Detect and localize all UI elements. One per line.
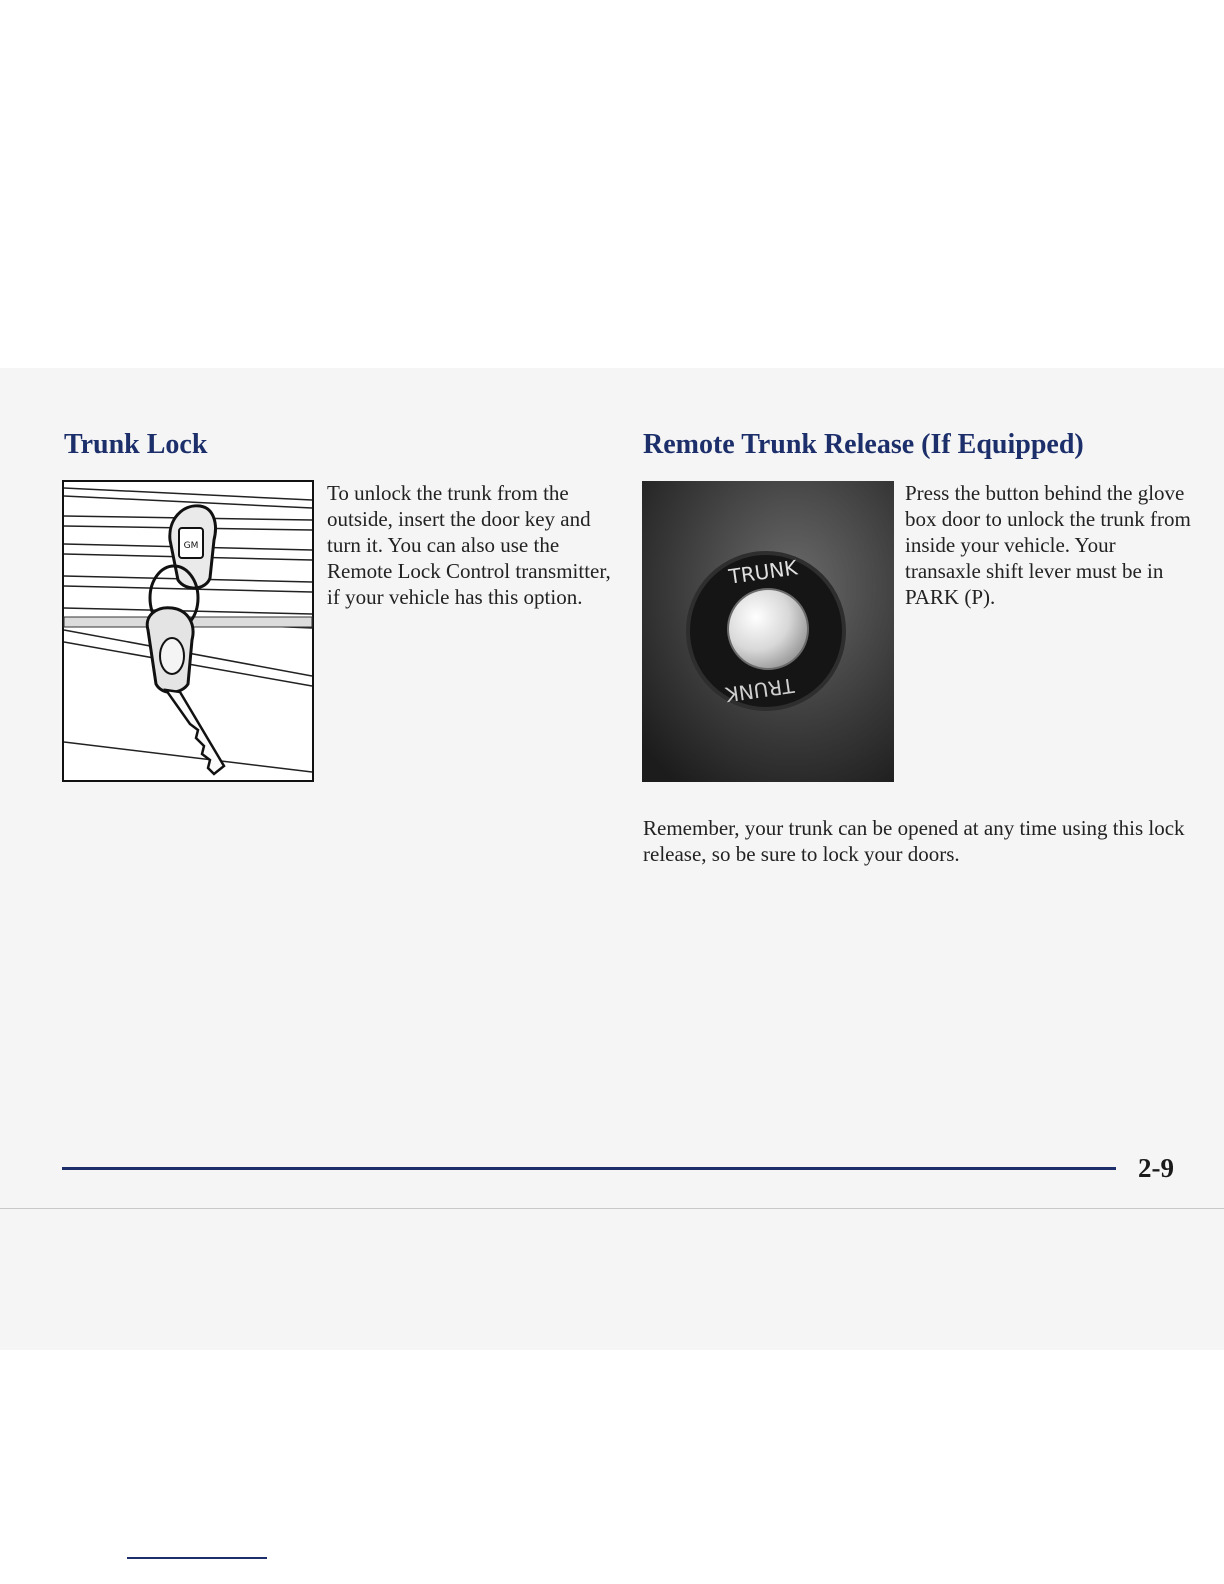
scan-edge-line xyxy=(0,1208,1224,1209)
key-in-lock-illustration xyxy=(62,480,314,782)
trunk-lock-instructions: To unlock the trunk from the outside, insert the door key and turn it. You can also use the Remote Lock Control transmitter, if your vehicle has this option. xyxy=(327,481,611,609)
remote-trunk-release-heading: Remote Trunk Release (If Equipped) xyxy=(643,429,1084,460)
button-label-bottom: TRUNK xyxy=(724,673,796,707)
gm-badge-text: GM xyxy=(183,541,199,551)
footer-rule xyxy=(62,1167,1116,1170)
button-label-top: TRUNK xyxy=(727,555,799,589)
trunk-lock-heading: Trunk Lock xyxy=(64,429,208,460)
page-stub-line xyxy=(127,1557,267,1559)
remote-release-reminder: Remember, your trunk can be opened at any time using this lock release, so be sure to lock your doors. xyxy=(643,816,1185,866)
page-number: 2-9 xyxy=(1138,1153,1174,1183)
trunk-release-button-photo xyxy=(642,481,894,782)
remote-release-instructions: Press the button behind the glove box door to unlock the trunk from inside your vehicle. Your transaxle shift lever must be in PARK (P). xyxy=(905,481,1191,609)
